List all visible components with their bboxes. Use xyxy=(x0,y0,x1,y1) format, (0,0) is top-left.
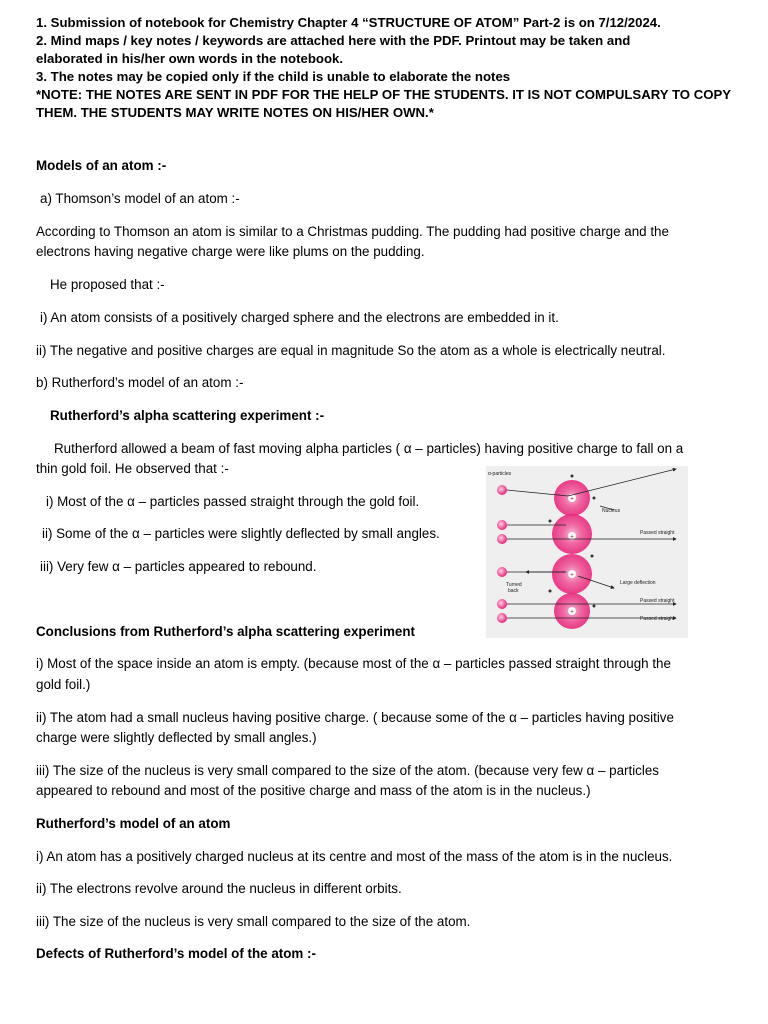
conclusion-3-line-2: appeared to rebound and most of the positive charge and mass of the atom is in the nucleus.) xyxy=(36,783,591,798)
passed-straight-label-1: Passed straight xyxy=(640,530,675,536)
notice-line-3: elaborated in his/her own words in the notebook. xyxy=(36,51,344,66)
turned-back-label-2: back xyxy=(508,588,519,594)
observation-3: iii) Very few α – particles appeared to rebound. xyxy=(40,559,317,574)
notice-line-5: *NOTE: THE NOTES ARE SENT IN PDF FOR THE HELP OF THE STUDENTS. IT IS NOT COMPULSARY TO COPY xyxy=(36,87,732,102)
passed-straight-label-3: Passed straight xyxy=(640,616,675,622)
thomson-point-1: i) An atom consists of a positively charged sphere and the electrons are embedded in it. xyxy=(40,310,559,325)
conclusion-2-line-1: ii) The atom had a small nucleus having positive charge. ( because some of the α – particles having positive xyxy=(36,710,674,725)
conclusion-3-line-1: iii) The size of the nucleus is very small compared to the size of the atom. (because very few α – particles xyxy=(36,763,659,778)
model-point-1: i) An atom has a positively charged nucleus at its centre and most of the mass of the atom is in the nucleus. xyxy=(36,849,673,864)
model-point-2: ii) The electrons revolve around the nucleus in different orbits. xyxy=(36,881,402,896)
notice-line-1: 1. Submission of notebook for Chemistry Chapter 4 “STRUCTURE OF ATOM” Part-2 is on 7/12/2024. xyxy=(36,15,661,30)
svg-text:+: + xyxy=(570,496,574,503)
conclusion-2-line-2: charge were slightly deflected by small angles.) xyxy=(36,730,317,745)
alpha-scattering-figure xyxy=(486,466,688,638)
observation-1: i) Most of the α – particles passed straight through the gold foil. xyxy=(46,494,420,509)
svg-text:+: + xyxy=(570,534,574,541)
model-heading: Rutherford’s model of an atom xyxy=(36,816,231,831)
rutherford-heading: b) Rutherford’s model of an atom :- xyxy=(36,375,244,390)
thomson-para-line-1: According to Thomson an atom is similar to a Christmas pudding. The pudding had positive charge and the xyxy=(36,224,669,239)
conclusion-1-line-2: gold foil.) xyxy=(36,677,91,692)
passed-straight-label-2: Passed straight xyxy=(640,598,675,604)
thomson-heading: a) Thomson’s model of an atom :- xyxy=(40,191,240,206)
notice-line-4: 3. The notes may be copied only if the child is unable to elaborate the notes xyxy=(36,69,511,84)
proposed-text: He proposed that :- xyxy=(50,277,165,292)
notice-line-2: 2. Mind maps / key notes / keywords are attached here with the PDF. Printout may be taken and xyxy=(36,33,631,48)
large-deflection-label: Large deflection xyxy=(620,580,656,586)
experiment-heading: Rutherford’s alpha scattering experiment :- xyxy=(50,408,325,423)
experiment-para-line-2: thin gold foil. He observed that :- xyxy=(36,461,229,476)
model-point-3: iii) The size of the nucleus is very small compared to the size of the atom. xyxy=(36,914,471,929)
alpha-particles-label: α-particles xyxy=(488,471,512,477)
defects-heading: Defects of Rutherford’s model of the atom :- xyxy=(36,946,316,961)
svg-text:+: + xyxy=(570,609,574,616)
thomson-para-line-2: electrons having negative charge were like plums on the pudding. xyxy=(36,244,425,259)
turned-back-label-1: Turned xyxy=(506,582,522,588)
notice-header xyxy=(36,14,736,122)
conclusions-heading: Conclusions from Rutherford’s alpha scattering experiment xyxy=(36,624,415,639)
experiment-para-line-1: Rutherford allowed a beam of fast moving alpha particles ( α – particles) having positive charge to fall on a xyxy=(54,441,684,456)
thomson-point-2: ii) The negative and positive charges are equal in magnitude So the atom as a whole is electrically neutral. xyxy=(36,343,666,358)
svg-text:+: + xyxy=(570,572,574,579)
models-heading: Models of an atom :- xyxy=(36,158,167,173)
notice-line-6: THEM. THE STUDENTS MAY WRITE NOTES ON HIS/HER OWN.* xyxy=(36,105,434,120)
conclusion-1-line-1: i) Most of the space inside an atom is empty. (because most of the α – particles passed straight through the xyxy=(36,656,671,671)
nucleus-label: Nucleus xyxy=(602,508,621,514)
observation-2: ii) Some of the α – particles were slightly deflected by small angles. xyxy=(42,526,440,541)
